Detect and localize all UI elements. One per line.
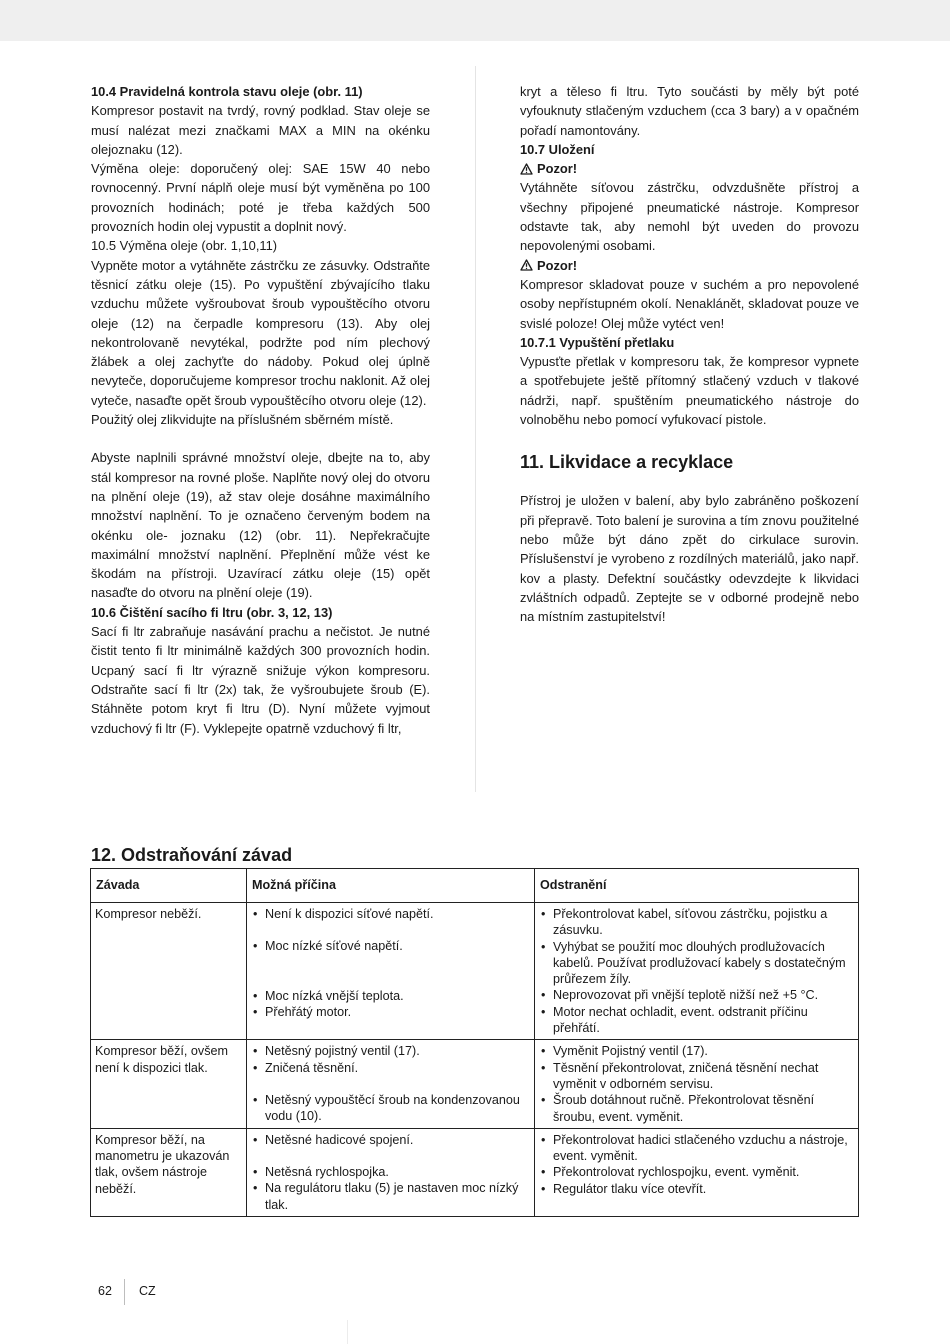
table-row <box>91 1128 859 1216</box>
cause-cell <box>247 1040 535 1128</box>
cause-item: • Není k dispozici síťové napětí. <box>251 906 529 922</box>
remedy-cell <box>535 1040 859 1128</box>
section-10-5-paragraph-2: Použitý olej zlikvidujte na příslušném sběrném místě. <box>91 412 394 428</box>
left-column <box>91 82 430 738</box>
remedy-item: • Těsnění překontrolovat, zničená těsnění nechat vyměnit v odborném servisu. <box>539 1060 853 1093</box>
fold-mark <box>347 1320 348 1344</box>
column-header-remedy: Odstranění <box>535 869 859 903</box>
cause-item: • Netěsná rychlospojka. <box>251 1164 529 1180</box>
section-10-5-paragraph-1: Vypněte motor a vytáhněte zástrčku ze zásuvky. Odstraňte těsnicí zátku oleje (15). Po vypuštění zbývajícího tlaku vzduchu můžete vyšroubovat šroub vypouštěcího otvoru oleje (12) na čerpadle kompresoru (13). Aby olej nekontrolovaně nevytékal, podržte pod ním plechový žlábek a olej zachyťte do nádoby. Pokud olej úplně nevyteče, doporučujeme kompresor trochu naklonit. Až olej vyteče, nasaďte opět šroub vypouštěcího otvoru oleje (12). <box>91 257 430 408</box>
table-row <box>91 903 859 1040</box>
fault-cell: Kompresor běží, ovšem není k dispozici tlak. <box>91 1040 247 1128</box>
section-10-4-paragraph-1: Kompresor postavit na tvrdý, rovný podklad. Stav oleje se musí nalézat mezi značkami MAX a MIN na okénku olejoznaku (12). <box>91 103 430 157</box>
cause-item: • Moc nízké síťové napětí. <box>251 938 529 954</box>
cause-item: • Netěsný vypouštěcí šroub na kondenzovanou vodu (10). <box>251 1092 529 1125</box>
cause-cell <box>247 903 535 1040</box>
column-header-fault: Závada <box>91 869 247 903</box>
remedy-cell <box>535 903 859 1040</box>
column-divider <box>475 66 476 792</box>
warning-triangle-icon <box>520 259 533 271</box>
section-11-heading: 11. Likvidace a recyklace <box>520 452 734 473</box>
footer-divider <box>124 1279 125 1305</box>
warning-2-label: Pozor! <box>537 257 578 273</box>
section-10-7-1-text: Vypusťte přetlak v kompresoru tak, že kompresor vypnete a spotřebujete ještě přítomný stlačený vzduch v tlakové nádrži, např. spuštěním pneumatického nástroje do volnoběhu nebo pomocí vyfukovací pistole. <box>520 354 859 428</box>
section-11-text: Přístroj je uložen v balení, aby bylo zabráněno poškození při přepravě. Toto balení je surovina a tím znovu použitelné nebo může být dáno zpět do cirkulace surovin. Příslušenství je vyrobeno z rozdílných materiálů, jako např. kov a plasty. Defektní součástky odevzdejte k likvidaci zvláštních odpadů. Zeptejte se v odborné prodejně nebo na místním zastupitelství! <box>520 493 859 625</box>
warning-1-label: Pozor! <box>537 161 578 177</box>
section-10-5-paragraph-3: Abyste naplnili správné množství oleje, dbejte na to, aby stál kompresor na rovné ploše. Naplňte nový olej do otvoru na plnění oleje (19), až stav oleje dosáhne maximálního množství naplnění. To je označeno červeným bodem na okénku ole- joznaku (12) (obr. 11). Nepřekračujte maximální množství naplnění. Přeplnění může vést ke škodám na přístroji. Uzavírací zátku oleje (15) opět nasaďte do otvoru na plnění oleje (19). <box>91 450 430 601</box>
table-header-row <box>91 869 859 903</box>
remedy-item: • Překontrolovat rychlospojku, event. vyměnit. <box>539 1164 853 1180</box>
section-10-6-paragraph-1: Sací fi ltr zabraňuje nasávání prachu a nečistot. Je nutné čistit tento fi ltr minimálně každých 300 provozních hodin. Ucpaný sací fi ltr výrazně snižuje výkon kompresoru. Odstraňte sací fi ltr (2x) tak, že vyšroubujete šroub (E). Stáhněte potom kryt fi ltru (D). Nyní můžete vyjmout vzduchový fi ltr (F). Vyklepejte opatrně vzduchový fi ltr, <box>91 624 430 736</box>
right-column <box>520 82 859 626</box>
remedy-cell <box>535 1128 859 1216</box>
warning-triangle-icon <box>520 163 533 175</box>
warning-1-text: Vytáhněte síťovou zástrčku, odvzdušněte přístroj a všechny připojené pneumatické nástroje. Kompresor odstavte tak, aby nemohl být uveden do provozu nepovolenými osobami. <box>520 180 859 254</box>
section-10-6-heading: 10.6 Čištění sacího fi ltru (obr. 3, 12, 13) <box>91 604 333 620</box>
section-10-4-heading: 10.4 Pravidelná kontrola stavu oleje (obr. 11) <box>91 84 363 99</box>
section-10-7-1-heading: 10.7.1 Vypuštění přetlaku <box>520 334 675 350</box>
language-code: CZ <box>139 1284 156 1298</box>
troubleshooting-table <box>90 868 859 1217</box>
section-10-4-paragraph-2: Výměna oleje: doporučený olej: SAE 15W 40 nebo rovnocenný. První náplň oleje musí být vyměněna po 100 provozních hodinách; poté je třeba každých 500 provozních hodin olej vypustit a doplnit nový. <box>91 161 430 235</box>
remedy-item: • Překontrolovat kabel, síťovou zástrčku, pojistku a zásuvku. <box>539 906 853 939</box>
remedy-item: • Překontrolovat hadici stlačeného vzduchu a nástroje, event. vyměnit. <box>539 1132 853 1165</box>
cause-item: • Netěsný pojistný ventil (17). <box>251 1043 529 1059</box>
remedy-item: • Vyměnit Pojistný ventil (17). <box>539 1043 853 1059</box>
section-10-6-continuation: kryt a těleso fi ltru. Tyto součásti by měly být poté vyfouknuty stlačeným vzduchem (cca 3 bary) a v opačném pořadí namontovány. <box>520 84 859 138</box>
page-number: 62 <box>98 1284 112 1298</box>
remedy-item: • Šroub dotáhnout ručně. Překontrolovat těsnění šroubu, event. vyměnit. <box>539 1092 853 1125</box>
remedy-item: • Neprovozovat při vnější teplotě nižší než +5 °C. <box>539 987 853 1003</box>
warning-2-text: Kompresor skladovat pouze v suchém a pro nepovolené osoby nepřístupném okolí. Nenaklánět, skladovat pouze ve svislé poloze! Olej může vytéct ven! <box>520 276 859 331</box>
remedy-item: • Motor nechat ochladit, event. odstranit příčinu přehřátí. <box>539 1004 853 1037</box>
section-10-7-heading: 10.7 Uložení <box>520 141 595 157</box>
warning-1 <box>520 159 859 178</box>
cause-item: • Moc nízká vnější teplota. <box>251 988 529 1004</box>
cause-item: • Zničená těsnění. <box>251 1060 529 1076</box>
cause-item: • Přehřátý motor. <box>251 1004 529 1020</box>
section-12-heading: 12. Odstraňování závad <box>91 845 293 865</box>
fault-cell: Kompresor neběží. <box>91 903 247 1040</box>
warning-2 <box>520 256 859 275</box>
cause-item: • Netěsné hadicové spojení. <box>251 1132 529 1148</box>
fault-cell: Kompresor běží, na manometru je ukazován tlak, ovšem nástroje neběží. <box>91 1128 247 1216</box>
remedy-item: • Vyhýbat se použití moc dlouhých prodlužovacích kabelů. Používat prodlužovací kabely s dostatečným průřezem žíly. <box>539 939 853 988</box>
table-row <box>91 1040 859 1128</box>
section-10-5-heading: 10.5 Výměna oleje (obr. 1,10,11) <box>91 238 278 254</box>
top-bar <box>0 0 950 41</box>
column-header-cause: Možná příčina <box>247 869 535 903</box>
cause-item: • Na regulátoru tlaku (5) je nastaven moc nízký tlak. <box>251 1180 529 1213</box>
cause-cell <box>247 1128 535 1216</box>
remedy-item: • Regulátor tlaku více otevřít. <box>539 1181 853 1197</box>
